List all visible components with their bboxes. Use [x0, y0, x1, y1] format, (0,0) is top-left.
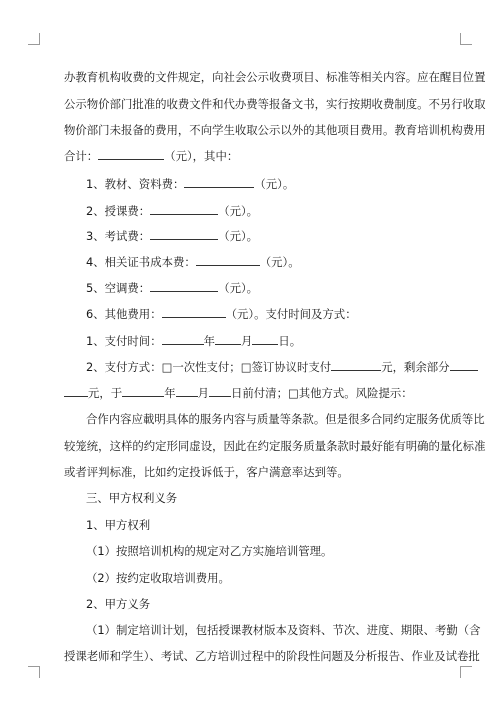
fee-blank[interactable] — [150, 229, 218, 240]
paragraph-line: 办教育机构收费的文件规定，向社会公示收费项目、标准等相关内容。应在醒目位置 — [64, 70, 486, 84]
duties-item: （1）制定培训计划，包括授课教材版本及资料、节次、进度、期限、考勤（含 — [86, 623, 481, 637]
total-fee-blank[interactable] — [98, 149, 164, 160]
paragraph-line: 物价部门未报备的费用，不向学生收取公示以外的其他项目费用。教育培训机构费用 — [64, 123, 486, 137]
fee-blank[interactable] — [150, 204, 218, 215]
pay-method-line-2: 元，于 年 月 日前付清；□其他方式。风险提示： — [64, 385, 413, 401]
duties-item: 授课老师和学生）、考试、乙方培训过程中的阶段性问题及分析报告、作业及试卷批 — [64, 649, 480, 663]
remaining-blank[interactable] — [450, 360, 478, 371]
pay-method-line: 2、支付方式：□一次性支付；□签订协议时支付 元，剩余部分 — [86, 359, 478, 375]
day-blank[interactable] — [252, 334, 278, 345]
risk-paragraph-line: 合作内容应載明具体的服务内容与质量等条款。但是很多合同约定服务优质等比 — [86, 412, 485, 426]
fee-item: 1、教材、资料费： （元）。 — [86, 177, 295, 191]
fee-item: 3、考试费： （元）。 — [86, 229, 259, 243]
remaining-blank-cont[interactable] — [64, 386, 88, 397]
risk-paragraph-line: 或者评判标准，比如约定投诉低于，客户满意率达到等。 — [64, 465, 349, 479]
rights-item: （2）按约定收取培训费用。 — [86, 571, 230, 585]
section-heading: 三、甲方权利义务 — [86, 491, 178, 505]
total-fee-line: 合计： （元），其中： — [64, 149, 239, 163]
pay-time-line: 1、支付时间： 年 月 日。 — [86, 334, 302, 348]
month-blank[interactable] — [176, 386, 198, 397]
year-blank[interactable] — [122, 386, 164, 397]
year-blank[interactable] — [162, 334, 204, 345]
paragraph-line: 公示物价部门批准的收费文件和代办费等报备文书，实行按期收费制度。不另行收取 — [64, 97, 486, 111]
rights-item: （1）按照培训机构的规定对乙方实施培训管理。 — [86, 544, 333, 558]
risk-paragraph-line: 较笼统，这样的约定形同虚设，因此在约定服务质量条款时最好能有明确的量化标准 — [64, 439, 486, 453]
fee-blank[interactable] — [162, 307, 226, 318]
fee-item: 5、空调费： （元）。 — [86, 281, 259, 295]
fee-item: 6、其他费用： （元）。支付时间及方式： — [86, 307, 357, 321]
fee-blank[interactable] — [184, 177, 254, 188]
subsection-heading: 2、甲方义务 — [86, 597, 151, 611]
amount-blank[interactable] — [331, 360, 381, 371]
month-blank[interactable] — [215, 334, 241, 345]
fee-item: 4、相关证书成本费： （元）。 — [86, 255, 300, 269]
fee-blank[interactable] — [150, 281, 218, 292]
subsection-heading: 1、甲方权利 — [86, 518, 151, 532]
day-blank[interactable] — [209, 386, 231, 397]
fee-item: 2、授课费： （元）。 — [86, 204, 259, 218]
fee-blank[interactable] — [196, 255, 260, 266]
